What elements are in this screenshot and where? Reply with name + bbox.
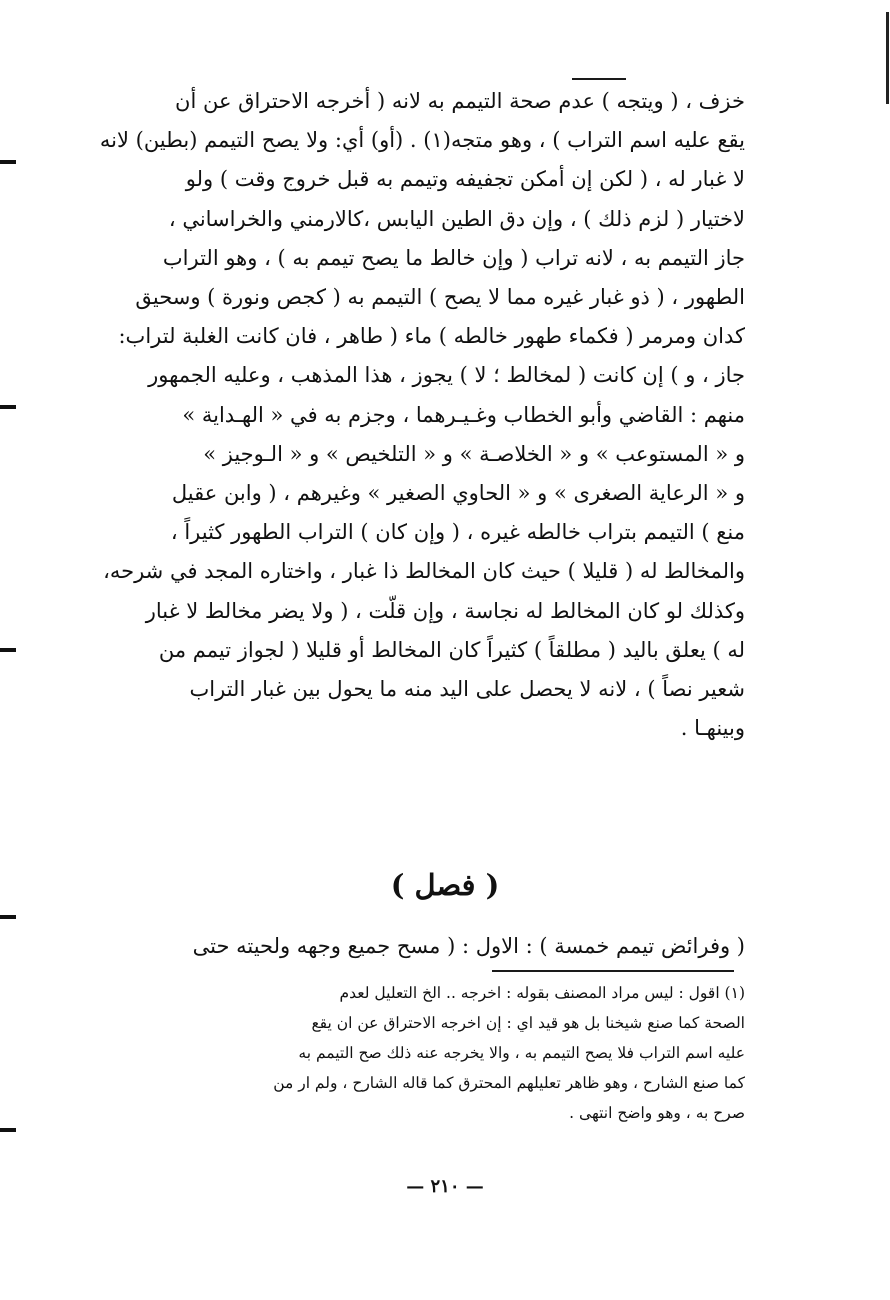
scan-edge-mark <box>0 405 16 409</box>
top-rule <box>572 78 626 80</box>
text-line: والمخالط له ( قليلا ) حيث كان المخالط ذا غبار ، واختاره المجد في شرحه، <box>103 559 745 584</box>
text-line: الطهور ، ( ذو غبار غيره مما لا يصح ) التيمم به ( كجص ونورة ) وسحيق <box>135 285 745 310</box>
text-line: خزف ، ( ويتجه ) عدم صحة التيمم به لانه ( أخرجه الاحتراق عن أن <box>175 89 745 113</box>
footnote-line: (١) اقول : ليس مراد المصنف بقوله : اخرجه .. الخ التعليل لعدم <box>339 984 745 1002</box>
text-line: منهم : القاضي وأبو الخطاب وغـيـرهما ، وجزم به في « الهـداية » <box>182 402 745 427</box>
scan-edge-mark <box>0 915 16 919</box>
text-line: و « الرعاية الصغرى » و « الحاوي الصغير » وغيرهم ، ( وابن عقيل <box>171 481 745 506</box>
scan-edge-mark <box>0 648 16 652</box>
text-line: وبينهـا . <box>680 716 745 741</box>
footnote-rule <box>492 970 734 972</box>
main-text <box>95 82 745 748</box>
text-line: شعير نصاً ) ، لانه لا يحصل على اليد منه ما يحول بين غبار التراب <box>189 677 745 702</box>
footnote-line: صرح به ، وهو واضح انتهى . <box>569 1104 745 1122</box>
scan-edge-mark <box>0 1128 16 1132</box>
scan-edge-bar <box>886 12 889 104</box>
text-line: جاز التيمم به ، لانه تراب ( وإن خالط ما يصح تيمم به ) ، وهو التراب <box>162 245 745 270</box>
text-line: و « المستوعب » و « الخلاصـة » و « التلخيص » و « الـوجيز » <box>203 441 745 466</box>
footnote-line: كما صنع الشارح ، وهو ظاهر تعليلهم المحترق كما قاله الشارح ، ولم ار من <box>273 1074 745 1092</box>
footnote <box>95 978 745 1128</box>
footnote-line: الصحة كما صنع شيخنا بل هو قيد اي : إن اخرجه الاحتراق عن ان يقع <box>311 1014 745 1032</box>
after-heading-line: ( وفرائض تيمم خمسة ) : الاول : ( مسح جميع وجهه ولحيته حتى <box>192 934 745 958</box>
section-heading: ( فصل ) <box>390 868 500 902</box>
page-number: — ٢١٠ — <box>406 1176 484 1197</box>
text-line: منع ) التيمم بتراب خالطه غيره ، ( وإن كان ) التراب الطهور كثيراً ، <box>170 520 745 545</box>
text-line: جاز ، و ) إن كانت ( لمخالط ؛ لا ) يجوز ، هذا المذهب ، وعليه الجمهور <box>148 363 745 388</box>
text-line: كدان ومرمر ( فكماء طهور خالطه ) ماء ( طاهر ، فان كانت الغلبة لتراب: <box>118 324 745 349</box>
text-line: يقع عليه اسم التراب ) ، وهو متجه(١) . (أو) أي: ولا يصح التيمم (بطين) لانه <box>99 128 745 153</box>
text-line: وكذلك لو كان المخالط له نجاسة ، وإن قلّت ، ( ولا يضر مخالط لا غبار <box>145 598 745 623</box>
scan-edge-mark <box>0 160 16 164</box>
text-line: لاختيار ( لزم ذلك ) ، وإن دق الطين اليابس ،كالارمني والخراساني ، <box>168 206 745 231</box>
text-line: له ) يعلق باليد ( مطلقاً ) كثيراً كان المخالط أو قليلا ( لجواز تيمم من <box>158 637 745 662</box>
text-line: لا غبار له ، ( لكن إن أمكن تجفيفه وتيمم به قبل خروج وقت ) ولو <box>185 167 745 192</box>
footnote-line: عليه اسم التراب فلا يصح التيمم به ، والا يخرجه عنه ذلك صح التيمم به <box>298 1044 745 1062</box>
